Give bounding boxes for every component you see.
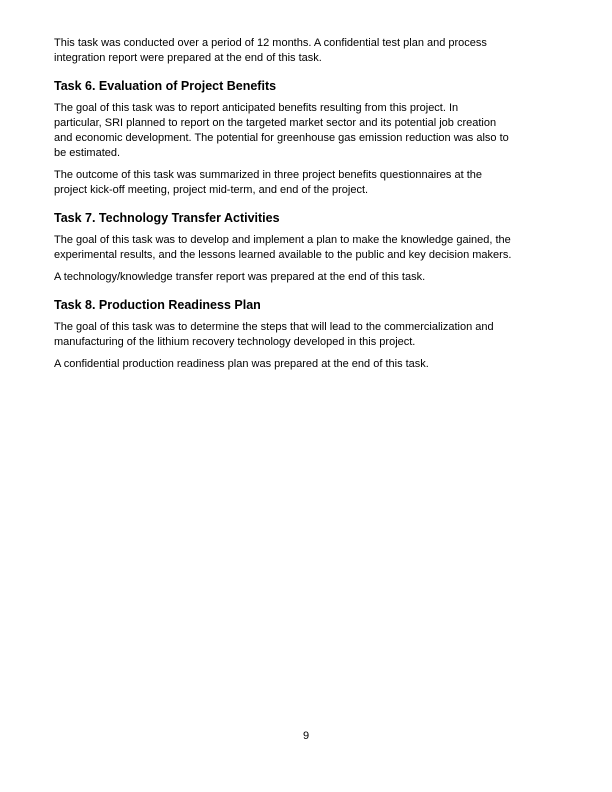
page-content	[54, 36, 602, 372]
task-6-paragraph-2: The outcome of this task was summarized in three project benefits questionnaires at the project kick-off meeting, project mid-term, and end of the project.	[54, 169, 482, 196]
section-heading-task-8: Task 8. Production Readiness Plan	[54, 298, 261, 312]
section-heading-task-6: Task 6. Evaluation of Project Benefits	[54, 79, 277, 93]
task-8-paragraph-2: A confidential production readiness plan was prepared at the end of this task.	[54, 358, 429, 370]
task-7-paragraph-2: A technology/knowledge transfer report was prepared at the end of this task.	[54, 271, 426, 283]
page-number: 9	[302, 730, 310, 742]
task-7-paragraph-1: The goal of this task was to develop and implement a plan to make the knowledge gained, the experimental results, and the lessons learned available to the public and key decision makers.	[54, 234, 512, 261]
task-8-paragraph-1: The goal of this task was to determine the steps that will lead to the commercialization and manufacturing of the lithium recovery technology developed in this project.	[54, 321, 494, 348]
intro-paragraph: This task was conducted over a period of 12 months. A confidential test plan and process integration report were prepared at the end of this task.	[54, 37, 487, 64]
section-heading-task-7: Task 7. Technology Transfer Activities	[54, 211, 280, 225]
task-6-paragraph-1: The goal of this task was to report anticipated benefits resulting from this project. In particular, SRI planned to report on the targeted market sector and its potential job creation and economic development. The potential for greenhouse gas emission reduction was also to be estimated.	[54, 102, 509, 159]
